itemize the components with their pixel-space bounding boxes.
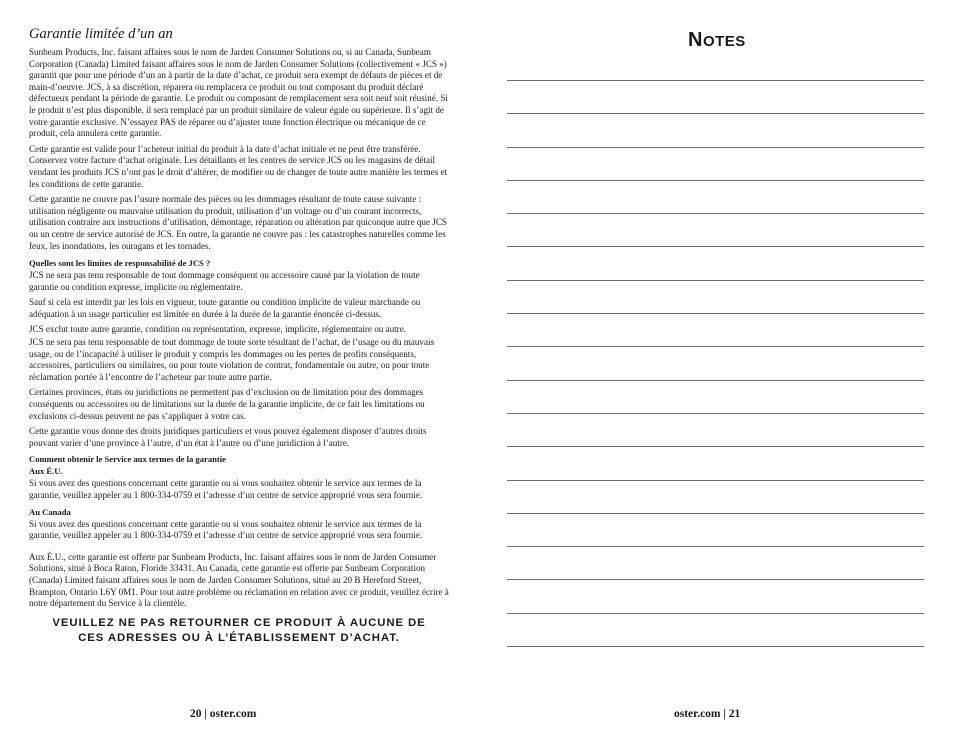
notes-title bbox=[688, 29, 746, 52]
liability-paragraph-5: Certaines provinces, états ou juridictions ne permettent pas d’exclusion ou de limitation pour des dommages conséquents ou accessoires ou de limitations sur la durée de la garantie implicite, de ce fait les limitations ou exclusions ci-dessus peuvent ne pas s’appliquer à votre cas. bbox=[29, 387, 425, 421]
liability-paragraph-6: Cette garantie vous donne des droits juridiques particuliers et vous pouvez également disposer d’autres droits pouvant varier d’une province à l’autre, d’un état à l’autre ou d’une juridiction à l’autre. bbox=[29, 426, 427, 448]
canada-heading: Au Canada bbox=[29, 506, 71, 517]
liability-heading: Quelles sont les limites de responsabilité de JCS ? bbox=[29, 258, 211, 269]
notes-lines bbox=[507, 80, 924, 679]
note-line bbox=[507, 546, 924, 547]
note-line bbox=[507, 180, 924, 181]
liability-paragraph-1: JCS ne sera pas tenu responsable de tout dommage conséquent ou accessoire causé par la violation de toute garantie ou condition expresse, implicite ou réglementaire. bbox=[29, 270, 420, 292]
warranty-paragraph-2: Cette garantie est valide pour l’acheteur initial du produit à la date d’achat initiale et ne peut être transférée. Conservez votre facture d’achat originale. Les détaillants et les centres de service JCS ou les magasins de détail vendant les produits JCS n’ont pas le droit d’altérer, de modifier ou de changer de toute autre manière les termes et les conditions de cette garantie. bbox=[29, 143, 448, 189]
warranty-title: Garantie limitée d’un an bbox=[29, 26, 173, 42]
left-page-footer: 20 | oster.com bbox=[190, 708, 257, 720]
liability-paragraph-3: JCS exclut toute autre garantie, condition ou représentation, expresse, implicite, réglementaire ou autre. bbox=[29, 324, 407, 335]
liability-paragraph-4: JCS ne sera pas tenu responsable de tout dommage de toute sorte résultant de l’achat, de l’usage ou du mauvais usage, ou de l’incapacité à utiliser le produit y compris les dommages ou les pertes de profits conséquents, accessoires, particuliers ou similaires, ou pour toute violation de contrat, fondamentale ou autre, ou pour toute réclamation portée à l’encontre de l’acheteur par toute autre partie. bbox=[29, 337, 435, 382]
note-line bbox=[507, 346, 924, 347]
us-service-text: Si vous avez des questions concernant cette garantie ou si vous souhaitez obtenir le service aux termes de la garantie, veuillez appeler au 1 800-334-0759 et l’adresse d’un centre de service approprié vous sera fournie. bbox=[29, 478, 423, 500]
note-line bbox=[507, 313, 924, 314]
warranty-page bbox=[29, 26, 449, 646]
note-line bbox=[507, 246, 924, 247]
note-line bbox=[507, 413, 924, 414]
note-line bbox=[507, 513, 924, 514]
warranty-paragraph-3: Cette garantie ne couvre pas l’usure normale des pièces ou les dommages résultant de toute cause suivante : utilisation négligente ou mauvaise utilisation du produit, utilisation d’un voltage ou d’un courant incorrects, utilisation contraire aux instructions d’utilisation, démontage, réparation ou altération par quiconque autre que JCS ou un centre de service autorisé de JCS. En outre, la garantie ne couvre pas : les catastrophes naturelles comme les feux, les inondations, les ouragans et les tornades. bbox=[29, 194, 447, 251]
note-line bbox=[507, 646, 924, 647]
canada-service-text: Si vous avez des questions concernant cette garantie ou si vous souhaitez obtenir le service aux termes de la garantie, veuillez appeler au 1 800-334-0759 et l’adresse d’un centre de service approprié vous sera fournie. bbox=[29, 518, 423, 541]
warning-line-1: VEUILLEZ NE PAS RETOURNER CE PRODUIT À AUCUNE DE bbox=[52, 616, 426, 629]
note-line bbox=[507, 113, 924, 114]
warranty-offer-text: Aux É.U., cette garantie est offerte par Sunbeam Products, Inc. faisant affaires sous le nom de Jarden Consumer Solutions, situé à Boca Raton, Floride 33431. Au Canada, cette garantie est offerte par Sunbeam Corporation (Canada) Limited faisant affaires sous le nom de Jarden Consumer Solutions, situé au 20 B Hereford Street, Brampton, Ontario L6Y 0M1. Pour tout autre problème ou réclamation en relation avec ce produit, veuillez écrire à notre département du Service à la clientèle. bbox=[29, 551, 449, 609]
note-line bbox=[507, 579, 924, 580]
warranty-paragraph-1: Sunbeam Products, Inc. faisant affaires sous le nom de Jarden Consumer Solutions ou, si au Canada, Sunbeam Corporation (Canada) Limited faisant affaires sous le nom de Jarden Consumer Solutions (collectivement « JCS ») garantit que pour une période d’un an à partir de la date d’achat, ce produit sera exempt de défauts de pièces et de main-d’oeuvre. JCS, à sa discrétion, réparera ou remplacera ce produit ou tout composant du produit déclaré défectueux pendant la période de garantie. Le produit ou composant de remplacement sera soit neuf soit réusiné. Si le produit n’est plus disponible, il sera remplacé par un produit similaire de valeur égale ou supérieure. Il s’agit de votre garantie exclusive. N’essayez PAS de réparer ou d’ajuster toute fonction électrique ou mécanique de ce produit, cela annulera cette garantie. bbox=[29, 47, 448, 139]
note-line bbox=[507, 280, 924, 281]
note-line bbox=[507, 380, 924, 381]
warning-line-2: CES ADRESSES OU À L’ÉTABLISSEMENT D’ACHAT. bbox=[78, 631, 400, 644]
right-page-footer: oster.com | 21 bbox=[674, 708, 741, 720]
note-line bbox=[507, 613, 924, 614]
notes-title-initial: N bbox=[688, 29, 703, 51]
liability-paragraph-2: Sauf si cela est interdit par les lois en vigueur, toute garantie ou condition implicite de valeur marchande ou adéquation à un usage particulier est limitée en durée à la durée de la garantie énoncée ci-dessus. bbox=[29, 297, 421, 319]
note-line bbox=[507, 213, 924, 214]
note-line bbox=[507, 80, 924, 81]
service-heading: Comment obtenir le Service aux termes de la garantie bbox=[29, 454, 226, 465]
note-line bbox=[507, 446, 924, 447]
note-line bbox=[507, 147, 924, 148]
us-heading: Aux É.U. bbox=[29, 466, 63, 477]
do-not-return-warning bbox=[29, 616, 449, 646]
notes-title-rest: OTES bbox=[702, 33, 746, 50]
note-line bbox=[507, 480, 924, 481]
